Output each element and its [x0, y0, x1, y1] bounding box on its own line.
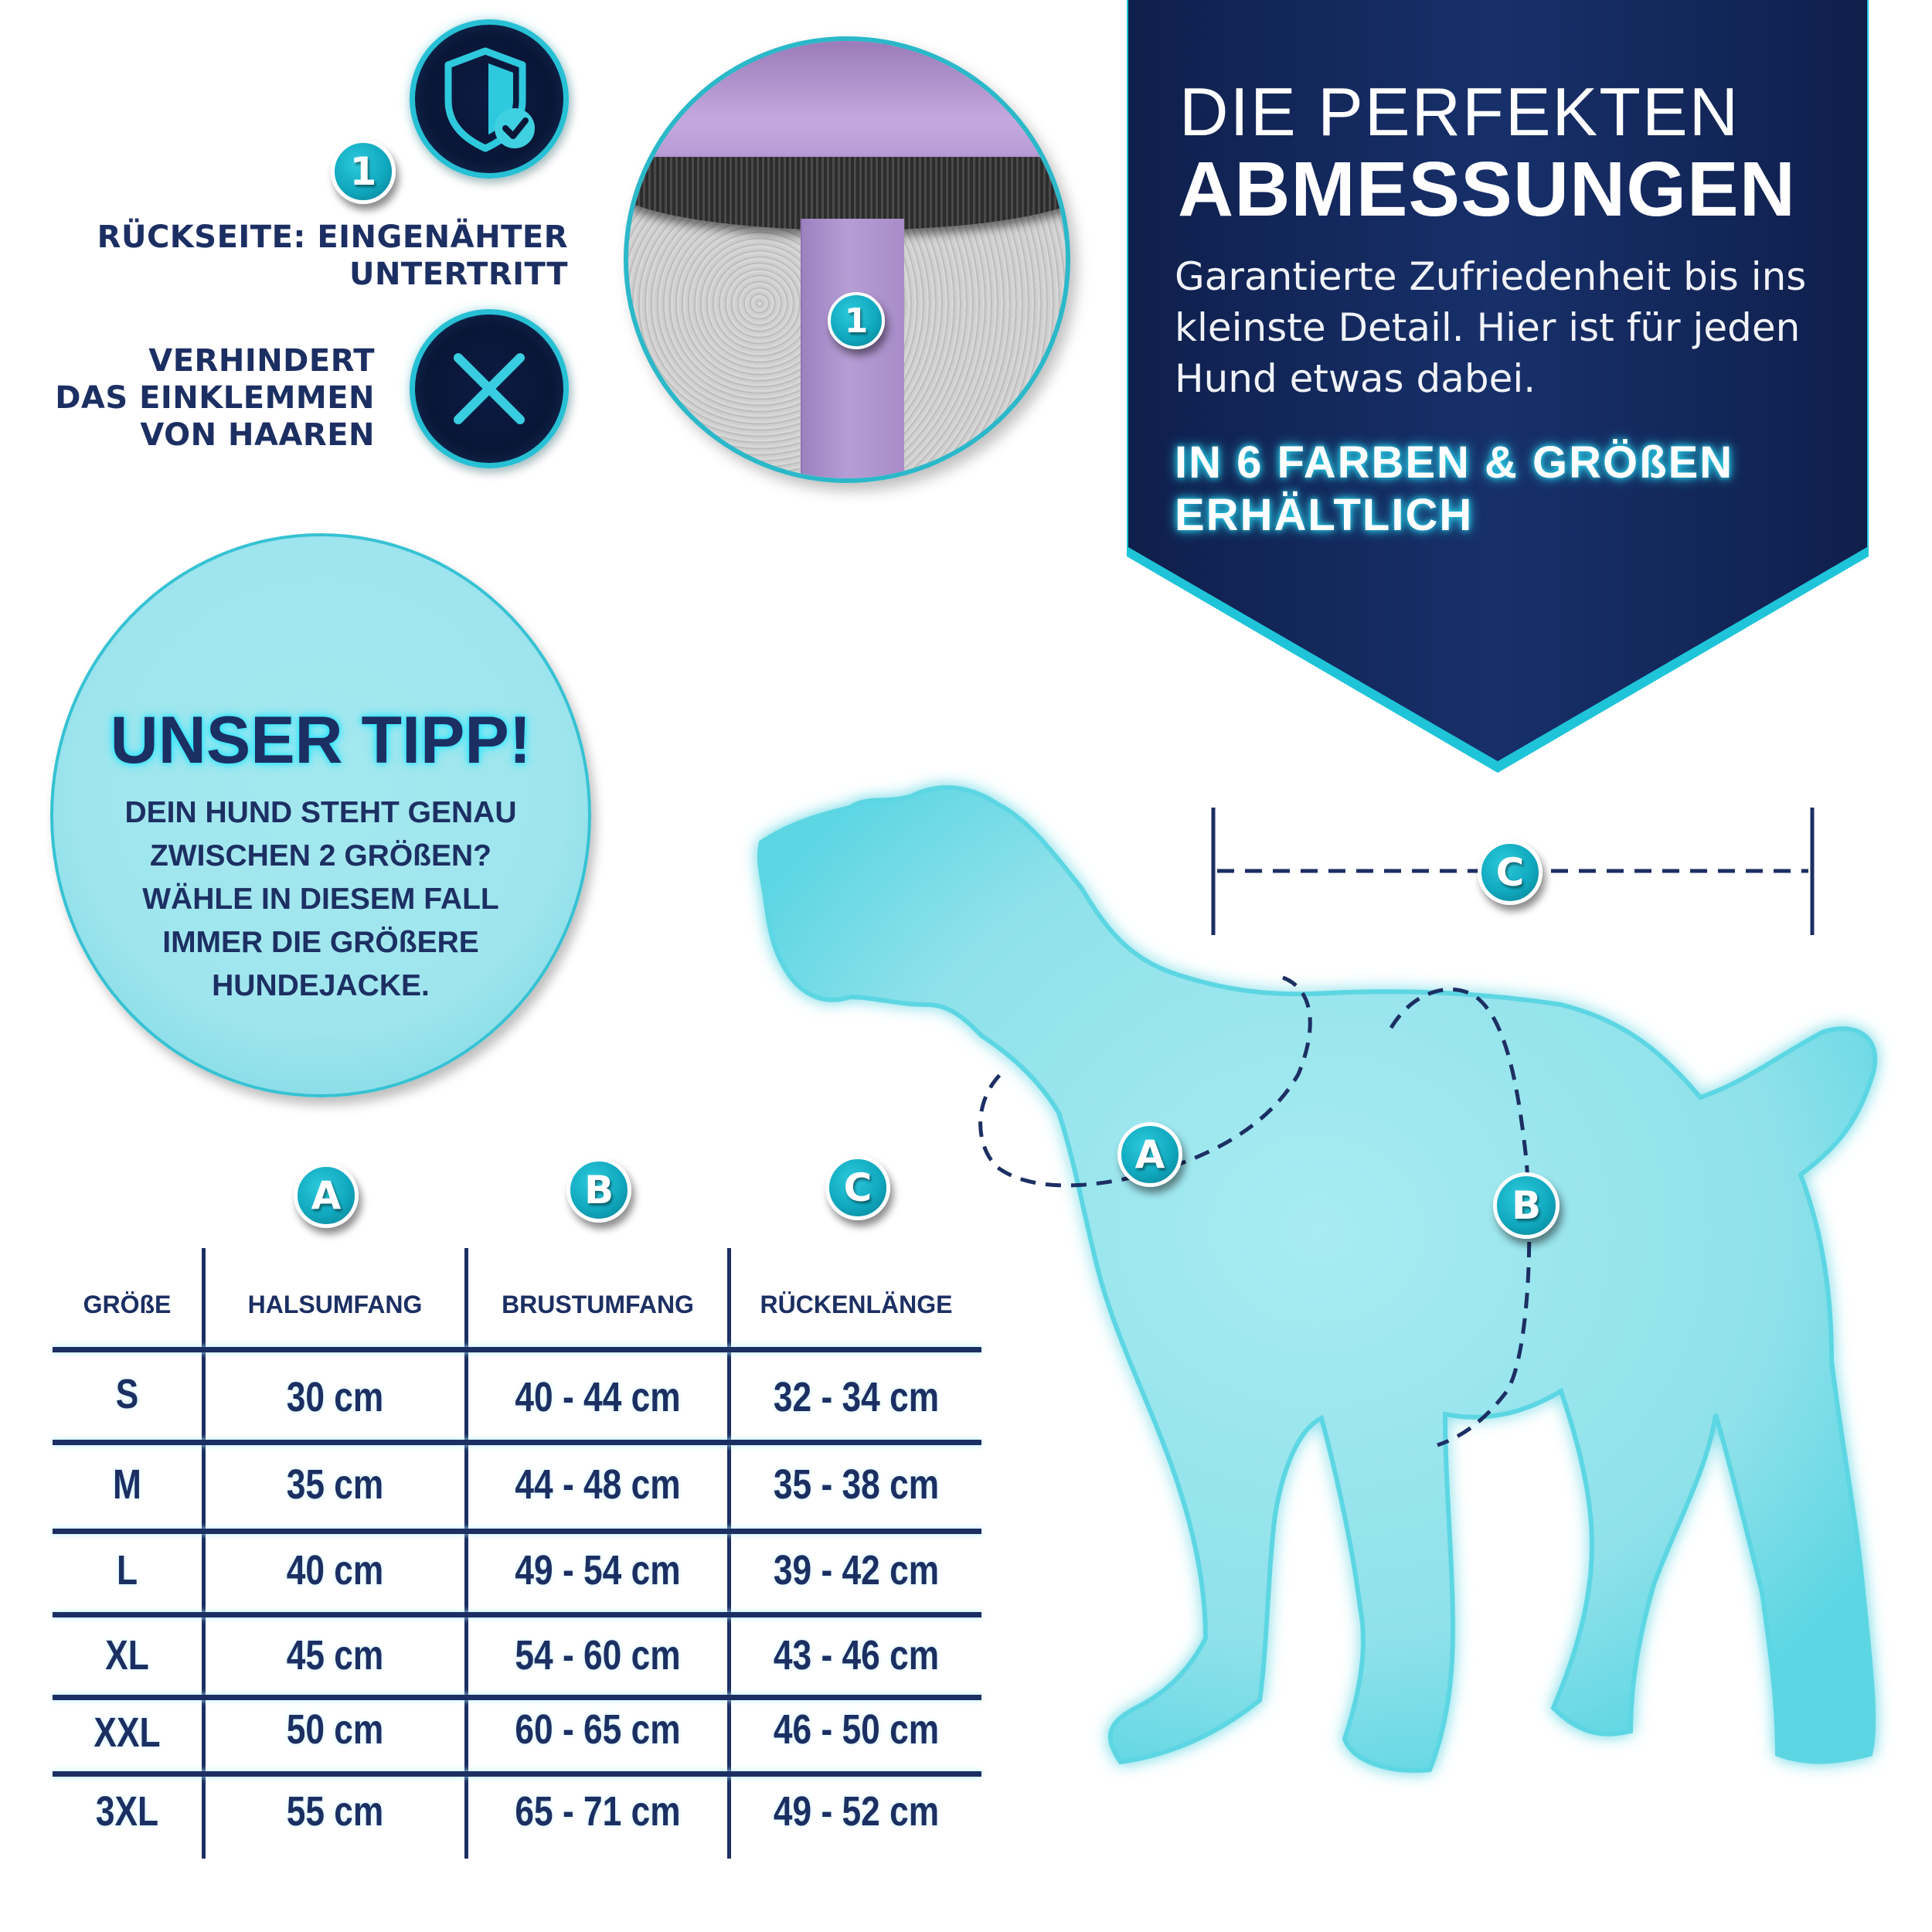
cell-size: S: [115, 1371, 139, 1417]
cell-neck: 40 cm: [286, 1547, 384, 1594]
cell-back: 35 - 38 cm: [773, 1461, 940, 1508]
badge-letter: A: [1134, 1132, 1165, 1177]
cell-back: 46 - 50 cm: [773, 1706, 940, 1753]
badge-letter: C: [1495, 850, 1525, 895]
cell-size: XL: [105, 1632, 149, 1679]
cell-back: 49 - 52 cm: [773, 1788, 940, 1835]
banner-title-light: DIE PERFEKTEN: [1179, 73, 1740, 150]
row-rule: [53, 1440, 981, 1445]
header-back: RÜCKENLÄNGE: [760, 1291, 953, 1318]
highlight-line: ERHÄLTLICH: [1175, 490, 1474, 540]
header-chest: BRUSTUMFANG: [502, 1291, 694, 1318]
column-divider: [464, 1248, 468, 1859]
badge-letter: C: [843, 1165, 872, 1210]
cell-neck: 50 cm: [286, 1706, 384, 1753]
marker-c-badge: [1478, 840, 1543, 905]
banner-title-bold: ABMESSUNGEN: [1178, 146, 1796, 233]
column-badge-b: [566, 1158, 631, 1223]
feature-line: RÜCKSEITE: EINGENÄHTER: [97, 219, 568, 255]
tip-line: DEIN HUND STEHT GENAU: [124, 796, 517, 829]
cell-chest: 44 - 48 cm: [515, 1461, 681, 1508]
feature-line: DAS EINKLEMMEN: [55, 380, 375, 416]
column-badge-a: [294, 1163, 359, 1228]
feature-line: VERHINDERT: [148, 343, 375, 379]
row-rule: [53, 1771, 981, 1777]
cell-chest: 60 - 65 cm: [515, 1706, 681, 1753]
column-badge-c: [825, 1155, 890, 1220]
tip-title: UNSER TIPP!: [110, 703, 532, 777]
header-size: GRÖßE: [83, 1291, 172, 1318]
cell-size: M: [113, 1461, 141, 1508]
badge-number: 1: [349, 149, 377, 194]
cell-neck: 35 cm: [286, 1461, 384, 1508]
header-neck: HALSUMFANG: [247, 1291, 423, 1318]
row-rule: [53, 1612, 981, 1617]
cell-chest: 49 - 54 cm: [515, 1547, 681, 1594]
cell-back: 39 - 42 cm: [773, 1547, 940, 1594]
badge-letter: B: [583, 1168, 614, 1213]
size-table: [53, 1248, 981, 1859]
badge-number: 1: [844, 301, 869, 341]
cell-size: 3XL: [95, 1788, 159, 1835]
cell-size: XXL: [94, 1709, 161, 1756]
cell-chest: 40 - 44 cm: [515, 1374, 681, 1420]
tip-line: ZWISCHEN 2 GRÖßEN?: [149, 839, 492, 872]
cell-size: L: [116, 1547, 138, 1594]
cell-chest: 65 - 71 cm: [515, 1788, 681, 1835]
row-rule: [53, 1695, 981, 1700]
cell-neck: 55 cm: [286, 1788, 384, 1835]
banner-description: Garantierte Zufriedenheit bis ins kleinste Detail. Hier ist für jeden Hund etwas dabei.: [1175, 254, 1807, 401]
marker-b-badge: [1493, 1172, 1560, 1239]
highlight-line: IN 6 FARBEN & GRÖßEN: [1175, 437, 1734, 488]
column-divider: [202, 1248, 206, 1859]
tip-line: HUNDEJACKE.: [212, 969, 430, 1002]
cell-back: 43 - 46 cm: [773, 1632, 940, 1679]
cell-back: 32 - 34 cm: [773, 1374, 940, 1420]
marker-a-badge: [1117, 1122, 1182, 1187]
badge-letter: B: [1511, 1183, 1542, 1228]
column-divider: [727, 1248, 731, 1859]
cell-chest: 54 - 60 cm: [515, 1632, 681, 1679]
tip-line: IMMER DIE GRÖßERE: [162, 926, 479, 959]
row-rule: [53, 1529, 981, 1534]
tip-line: WÄHLE IN DIESEM FALL: [142, 883, 499, 916]
feature-line: UNTERTRITT: [349, 257, 568, 292]
cell-neck: 30 cm: [286, 1374, 384, 1420]
feature-line: VON HAAREN: [140, 417, 375, 453]
cell-neck: 45 cm: [286, 1632, 384, 1679]
header-rule: [53, 1347, 981, 1352]
badge-letter: A: [311, 1173, 342, 1218]
